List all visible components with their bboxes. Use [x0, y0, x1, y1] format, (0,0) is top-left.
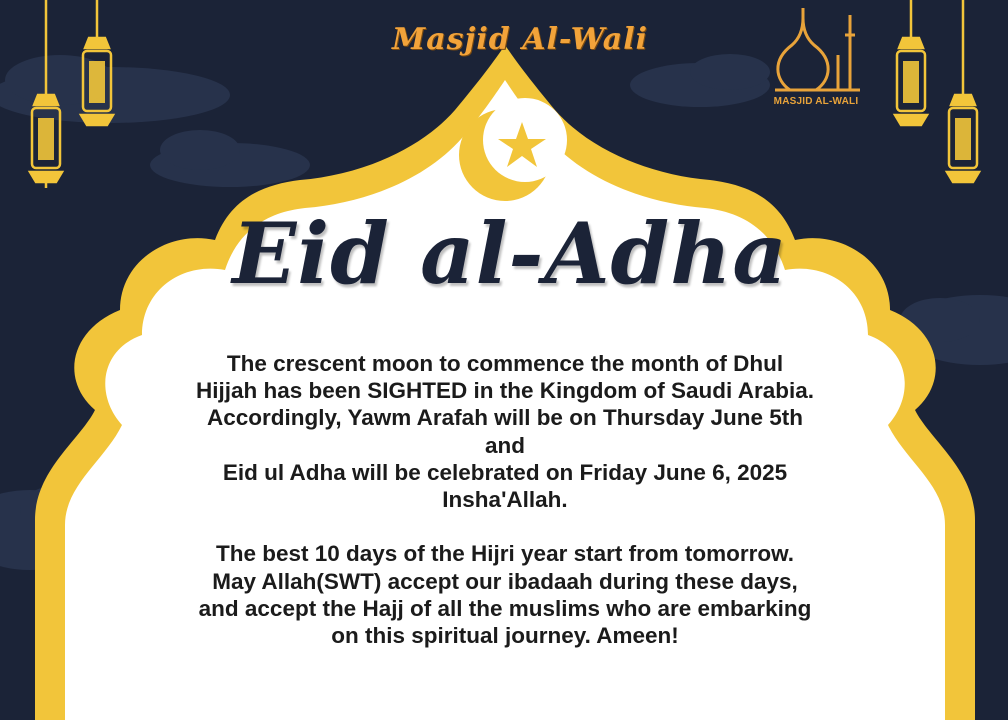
announcement-line: Insha'Allah. [442, 487, 568, 513]
paragraph-spacer [130, 513, 880, 540]
blessing-line: on this spiritual journey. Ameen! [331, 622, 679, 648]
announcement-line: Accordingly, Yawm Arafah will be on Thursday June 5th [207, 405, 803, 431]
blessing-line: May Allah(SWT) accept our ibadaah during these days, [212, 568, 798, 594]
lantern-icon [947, 0, 979, 182]
announcement-line: The crescent moon to commence the month of Dhul [226, 351, 784, 376]
mosque-logo-icon [775, 8, 860, 90]
eid-headline: Eid al-Adha [232, 204, 788, 303]
announcement-line: and [484, 432, 525, 458]
logo-label: MASJID AL-WALI [773, 96, 859, 107]
blessing-line: The best 10 days of the Hijri year start from tomorrow. [215, 541, 795, 567]
announcement-text [130, 350, 880, 649]
announcement-line: Eid ul Adha will be celebrated on Friday June 6, 2025 [222, 459, 788, 485]
blessing-line: and accept the Hajj of all the muslims who are embarking [198, 595, 812, 621]
announcement-line: Hijjah has been SIGHTED in the Kingdom of Saudi Arabia. [196, 378, 814, 404]
lantern-icon [895, 0, 927, 125]
brand-title: Masjid Al-Wali [391, 22, 648, 57]
